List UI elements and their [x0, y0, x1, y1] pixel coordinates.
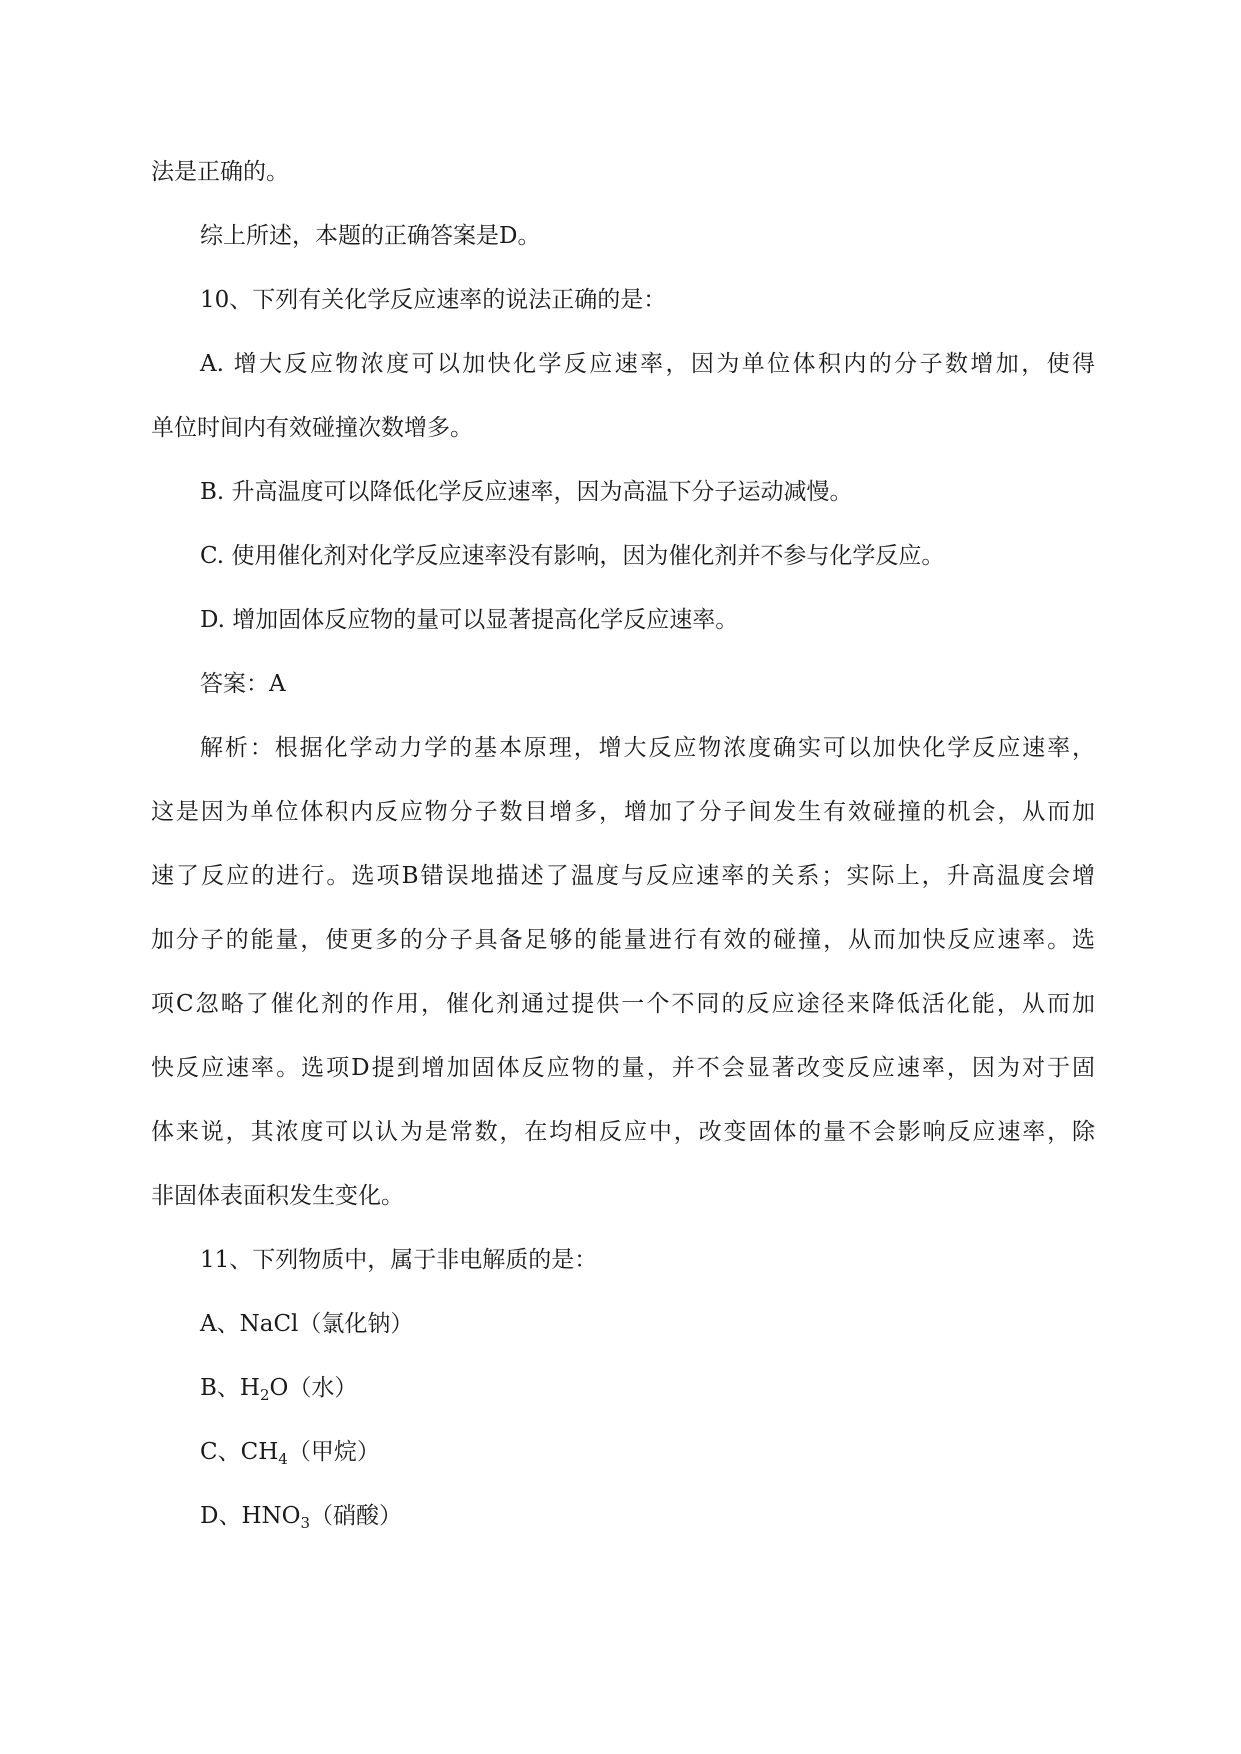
question-11-option-a: [151, 1292, 1095, 1356]
formula-subscript: 2: [259, 1386, 270, 1404]
question-10-option-b: B. 升高温度可以降低化学反应速率，因为高温下分子运动减慢。: [200, 479, 853, 505]
substance-name: （甲烷）: [287, 1439, 380, 1465]
option-prefix: D、: [200, 1503, 242, 1529]
chemical-formula: [241, 1503, 311, 1532]
substance-name: （水）: [288, 1375, 358, 1401]
question-10-answer: 答案：A: [200, 671, 286, 697]
explanation-line: 速了反应的进行。选项B错误地描述了温度与反应速率的关系；实际上，升高温度会增: [151, 863, 1095, 889]
question-11-option-b: [151, 1356, 1095, 1420]
explanation-line: 解析：根据化学动力学的基本原理，增大反应物浓度确实可以加快化学反应速率，: [200, 735, 1095, 761]
text-line: 法是正确的。: [151, 159, 289, 185]
explanation-line: 加分子的能量，使更多的分子具备足够的能量进行有效的碰撞，从而加快反应速率。选: [151, 927, 1095, 953]
question-10-stem: 10、下列有关化学反应速率的说法正确的是：: [200, 287, 667, 313]
formula-subscript: 3: [300, 1514, 311, 1532]
question-11-stem: 11、下列物质中，属于非电解质的是：: [200, 1247, 598, 1273]
chemical-formula: [240, 1439, 288, 1468]
substance-name: （氯化钠）: [298, 1311, 414, 1337]
question-11-option-d: [151, 1484, 1095, 1548]
question-11-option-c: [151, 1420, 1095, 1484]
question-10-option-a-line2: 单位时间内有效碰撞次数增多。: [151, 415, 473, 441]
formula-part: O: [269, 1375, 289, 1401]
explanation-line: 快反应速率。选项D提到增加固体反应物的量，并不会显著改变反应速率，因为对于固: [151, 1055, 1095, 1081]
chemical-formula: NaCl: [239, 1311, 299, 1337]
explanation-line: 项C忽略了催化剂的作用，催化剂通过提供一个不同的反应途径来降低活化能，从而加: [151, 991, 1095, 1017]
formula-part: HNO: [241, 1503, 301, 1529]
question-10-option-a-line1: A. 增大反应物浓度可以加快化学反应速率，因为单位体积内的分子数增加，使得: [200, 351, 1095, 377]
document-page: [151, 140, 1095, 1548]
option-prefix: C、: [200, 1439, 241, 1465]
explanation-line: 非固体表面积发生变化。: [151, 1183, 404, 1209]
question-10-option-c: C. 使用催化剂对化学反应速率没有影响，因为催化剂并不参与化学反应。: [200, 543, 945, 569]
explanation-line: 这是因为单位体积内反应物分子数目增多，增加了分子间发生有效碰撞的机会，从而加: [151, 799, 1095, 825]
formula-part: CH: [240, 1439, 279, 1465]
formula-part: H: [239, 1375, 260, 1401]
formula-subscript: 4: [278, 1450, 288, 1468]
chemical-formula: [239, 1375, 289, 1404]
substance-name: （硝酸）: [310, 1503, 403, 1529]
option-prefix: B、: [200, 1375, 240, 1401]
explanation-line: 体来说，其浓度可以认为是常数，在均相反应中，改变固体的量不会影响反应速率，除: [151, 1119, 1095, 1145]
conclusion-line: 综上所述，本题的正确答案是D。: [200, 223, 541, 249]
question-10-option-d: D. 增加固体反应物的量可以显著提高化学反应速率。: [200, 607, 739, 633]
option-prefix: A、: [200, 1311, 240, 1337]
